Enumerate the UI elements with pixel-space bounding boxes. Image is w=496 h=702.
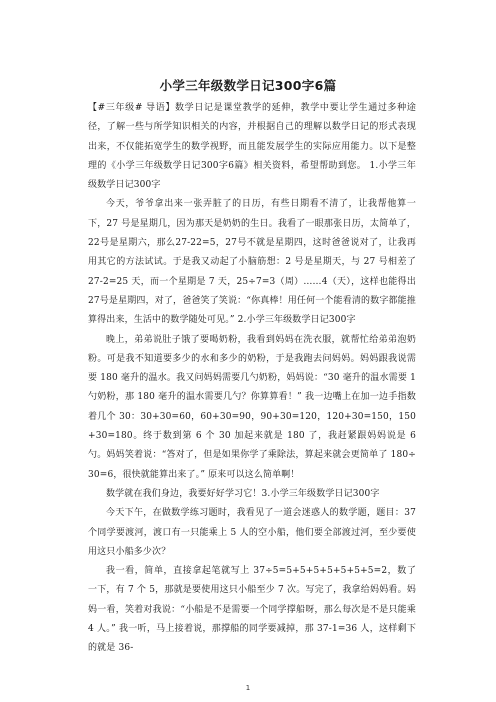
paragraph-diary-2-end: 数学就在我们身边，我要好好学习它！3.小学三年级数学日记300字 — [106, 488, 380, 499]
paragraph-intro: 【#三年级# 导语】数学日记是课堂教学的延伸，教学中要让学生通过多种途径，了解一些与所学知识相关的内容，并根据自己的理解以数学日记的形式表现出来，不仅能拓宽学生的数学视野，而且能发展学生的实际应用能力。以下是整理的《小学三年级数学日记300字6篇》相关资料，希望帮助到您。 1.小学三年级数学日记300字 — [88, 103, 416, 191]
document-title: 小学三年级数学日记300字6篇 — [159, 78, 337, 93]
paragraph-diary-1: 今天，爷爷拿出来一张弄脏了的日历，有些日期看不清了，让我帮他算一下，27 号是星期几，因为那天是奶奶的生日。我看了一眼那张日历，太简单了，22号是星期六，那么27-22=5，27号不就是星期四，这时爸爸说对了，让我再用其它的方法试试。于是我又动起了小脑筋想：2 号是星期天，与 27 号相差了 27-2=25 天，而一个星期是 7 天，25÷7=3（周）……4（天），这样也能得出 27号是星期四，对了，爸爸笑了笑说：“你真棒！用任何一个能看清的数字都能推算得出来，生活中的数学随处可见。” 2.小学三年级数学日记300字 — [88, 199, 416, 326]
paragraph-diary-2: 晚上，弟弟说肚子饿了要喝奶粉，我看到妈妈在洗衣服，就帮忙给弟弟泡奶粉。可是我不知道要多少的水和多少的奶粉，于是我跑去问妈妈。妈妈跟我说需要 180 毫升的温水。我又问妈妈需要几勺奶粉，妈妈说：“30 毫升的温水需要 1 勺奶粉，那 180 毫升的温水需要几勺？你算算看！” 我一边嘴上在加一边手指数着几个 30：30+30=60，60+30=90，90+30=120，120+30=150，150+30=180。终于数到第 6 个 30 加起来就是 180 了，我赶紧跟妈妈说是 6 勺。妈妈笑着说：“答对了，但是如果你学了乘除法，算起来就会更简单了 180÷30=6，很快就能算出来了。” 原来可以这么简单啊！ — [88, 334, 416, 480]
paragraph-diary-3-answer: 我一看，简单，直接拿起笔就写上 37÷5=5+5+5+5+5+5+5=2，数了一下，有 7 个 5，那就是要使用这只小船至少 7 次。写完了，我拿给妈妈看。妈妈一看，笑着对我说：“小船是不是需要一个同学撑船呀，那么每次是不是只能乘 4 人。” 我一听，马上接着说，那撑船的同学要减掉，那 37-1=36 人，这样剩下的就是 36- — [88, 566, 416, 654]
page-number: 1 — [245, 684, 251, 692]
paragraph-diary-3-question: 今天下午，在做数学练习题时，我看见了一道会迷惑人的数学题，题目：37 个同学要渡河，渡口有一只能乘上 5 人的空小船，他们要全部渡过河，至少要使用这只小船多少次？ — [88, 508, 416, 557]
document-body — [88, 99, 416, 659]
